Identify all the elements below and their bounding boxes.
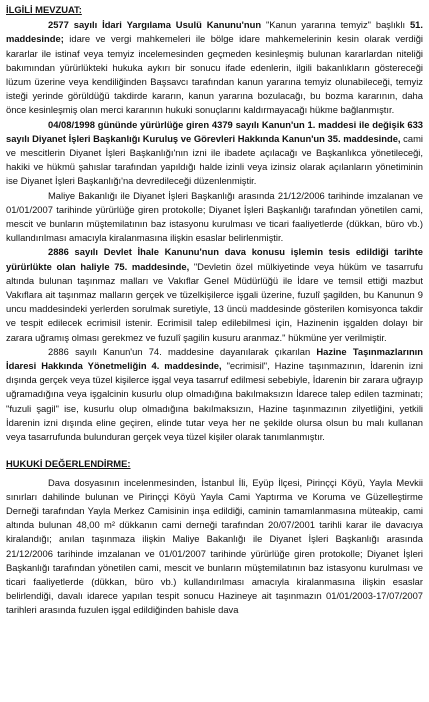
paragraph-law-633-article-35 [6, 118, 423, 189]
article-reference: 51. maddesinde; [6, 19, 423, 45]
paragraph-text: "ecrimisil", Hazine taşınmazının, İdarenin izni dışında gerçek veya tüzel kişilerce işgal veya tasarruf edilmesi sebebiyle, İdarenin bir zarara uğrayıp uğramadığına veya işgalcinin kusurlu olup olmadığına bakılmaksızın İdarece talep edilen tazminatı; "fuzuli şagil" ise, kusurlu olup olmadığına bakılmaksızın, Hazine taşınmazının zilyetliğini, yetkili İdarenin izni dışında eline geçiren, elinde tutar veya her ne şekilde olursa olsun bu malı kullanan veya tasarrufunda bulunduran gerçek veya tüzel kişiler olarak tanımlanmıştır. [6, 360, 423, 443]
paragraph-law-2886-article-75 [6, 245, 423, 344]
paragraph-case-assessment: Dava dosyasının incelenmesinden, İstanbul İli, Eyüp İlçesi, Pirinççi Köyü, Yayla Mevkii sınırları dahilinde bulunan ve Pirinççi Köyü Yayla Cami Yaptırma ve Koruma ve Güzelleştirme Derneği tarafından Yayla Merkez Camisinin inşa edildiği, caminin tamamlanmasına müteakip, cami altında bulunan 48,00 m² dükkanın cami derneği tarafından 20/07/2001 tarihli karar ile davacıya kiralandığı; anılan taşınmaza ilişkin Maliye Bakanlığı ile Diyanet İşleri Başkanlığı arasında 21/12/2006 tarihinde imzalanan ve 01/01/2007 tarihinde yürürlüğe giren protokolle; Diyanet İşleri Başkanlığı tarafından yönetilen cami, mescit ve bunların müştemilatının baz istasyonu kurulması ve ticari faaliyetlerde (dükkan, büro vb.) kullandırılması amacıyla kiralanmasına ilişkin esaslar belirlendiği, davalı idarece yapılan tespit sonucu Hazineye ait taşınmazın 01/01/2003-17/07/2007 tarihleri arasında fuzulen işgal edildiğinden bahisle dava [6, 476, 423, 616]
paragraph-regulation-article-4 [6, 345, 423, 444]
paragraph-text: "Kanun yararına temyiz" başlıklı [261, 19, 410, 31]
law-reference: 2886 sayılı Devlet İhale Kanunu'nun dava konusu işlemin tesis edildiği tarihte yürürlükte olan haliyle 75. maddesinde, [6, 246, 423, 272]
paragraph-text: cami ve mescitlerin Diyanet İşleri Başkanlığı'nın izni ile ibadete açılacağı ve Başkanlıkca yönetileceği, hakiki ve hükmü şahıslar tarafından yapıldığı halde izinli veya izinsiz olarak açılanların yönetiminin ise Diyanet İşleri Başkanlığı'na devredileceği düzenlenmiştir. [6, 132, 423, 187]
law-reference: 04/08/1998 gününde yürürlüğe giren 4379 sayılı Kanun'un 1. maddesi ile değişik 633 sayılı Diyanet İşleri Başkanlığı Kuruluş ve Görevleri Hakkında Kanun'un 35. maddesinde, [6, 118, 423, 144]
law-reference: 2577 sayılı İdari Yargılama Usulü Kanunu'nun [48, 19, 262, 31]
paragraph-text: idare ve vergi mahkemeleri ile bölge idare mahkemelerinin kesin olarak verdiği kararlar ile istinaf veya temyiz incelemesinden geçmeden kesinleşmiş bulunan kararlardan niteliği bakımından yürürlükteki hukuka aykırı bir sonucu ifade edenlerin, ilgili bakanlıkların göstereceği lüzum üzerine veya kendiliğinden Başsavcı tarafından kanun yararına temyiz olunabileceği, temyiz isteği yerinde görüldüğü takdirde kararın, kanun yararına bozulacağı, bu bozma kararının, daha önce kesinleşmiş olan merci kararının hukuki sonuçlarını kaldırmayacağı hükme bağlanmıştır. [6, 33, 423, 116]
paragraph-protocol: Maliye Bakanlığı ile Diyanet İşleri Başkanlığı arasında 21/12/2006 tarihinde imzalanan ve 01/01/2007 tarihinde yürürlüğe giren protokolle; Diyanet İşleri Başkanlığı tarafından yönetilen cami, mescit ve bunların müştemilatının baz istasyonu kurulması ve ticari faaliyetlerde (dükkan, büro vb.) kullandırılması amacıyla kiralanmasına ilişkin esaslar belirlenmiştir. [6, 189, 423, 244]
paragraph-text: 2886 sayılı Kanun'un 74. maddesine dayanılarak çıkarılan [48, 345, 317, 357]
section-heading-legal-assessment: HUKUKİ DEĞERLENDİRME: [6, 458, 131, 470]
regulation-reference: Hazine Taşınmazlarının İdaresi Hakkında Yönetmeliğin 4. maddesinde, [6, 345, 423, 372]
paragraph-text: "Devletin özel mülkiyetinde veya hüküm ve tasarrufu altında bulunan taşınmaz malları ve Vakıflar Genel Müdürlüğü ile İdare ve temsil ettiği mazbut Vakıflara ait taşınmaz malların gerçek ve tüzelkişilerce işgali üzerine, fuzulî şagilden, bu Kanunun 9 uncu maddesindeki yerlerden sorulmak suretiyle, 13 üncü maddesinde gösterilen komisyonca takdir ve tespit edilecek ecrimisil istenir. Ecrimisil talep edilebilmesi için, Hazinenin işgalden dolayı bir zarara uğramış olması gerekmez ve fuzulî şagilin kusuru aranmaz." hükmüne yer verilmiştir. [6, 260, 424, 343]
paragraph-iyuk-article-51 [6, 18, 423, 117]
document-body [6, 3, 423, 618]
section-heading-related-legislation: İLGİLİ MEVZUAT: [6, 4, 82, 15]
